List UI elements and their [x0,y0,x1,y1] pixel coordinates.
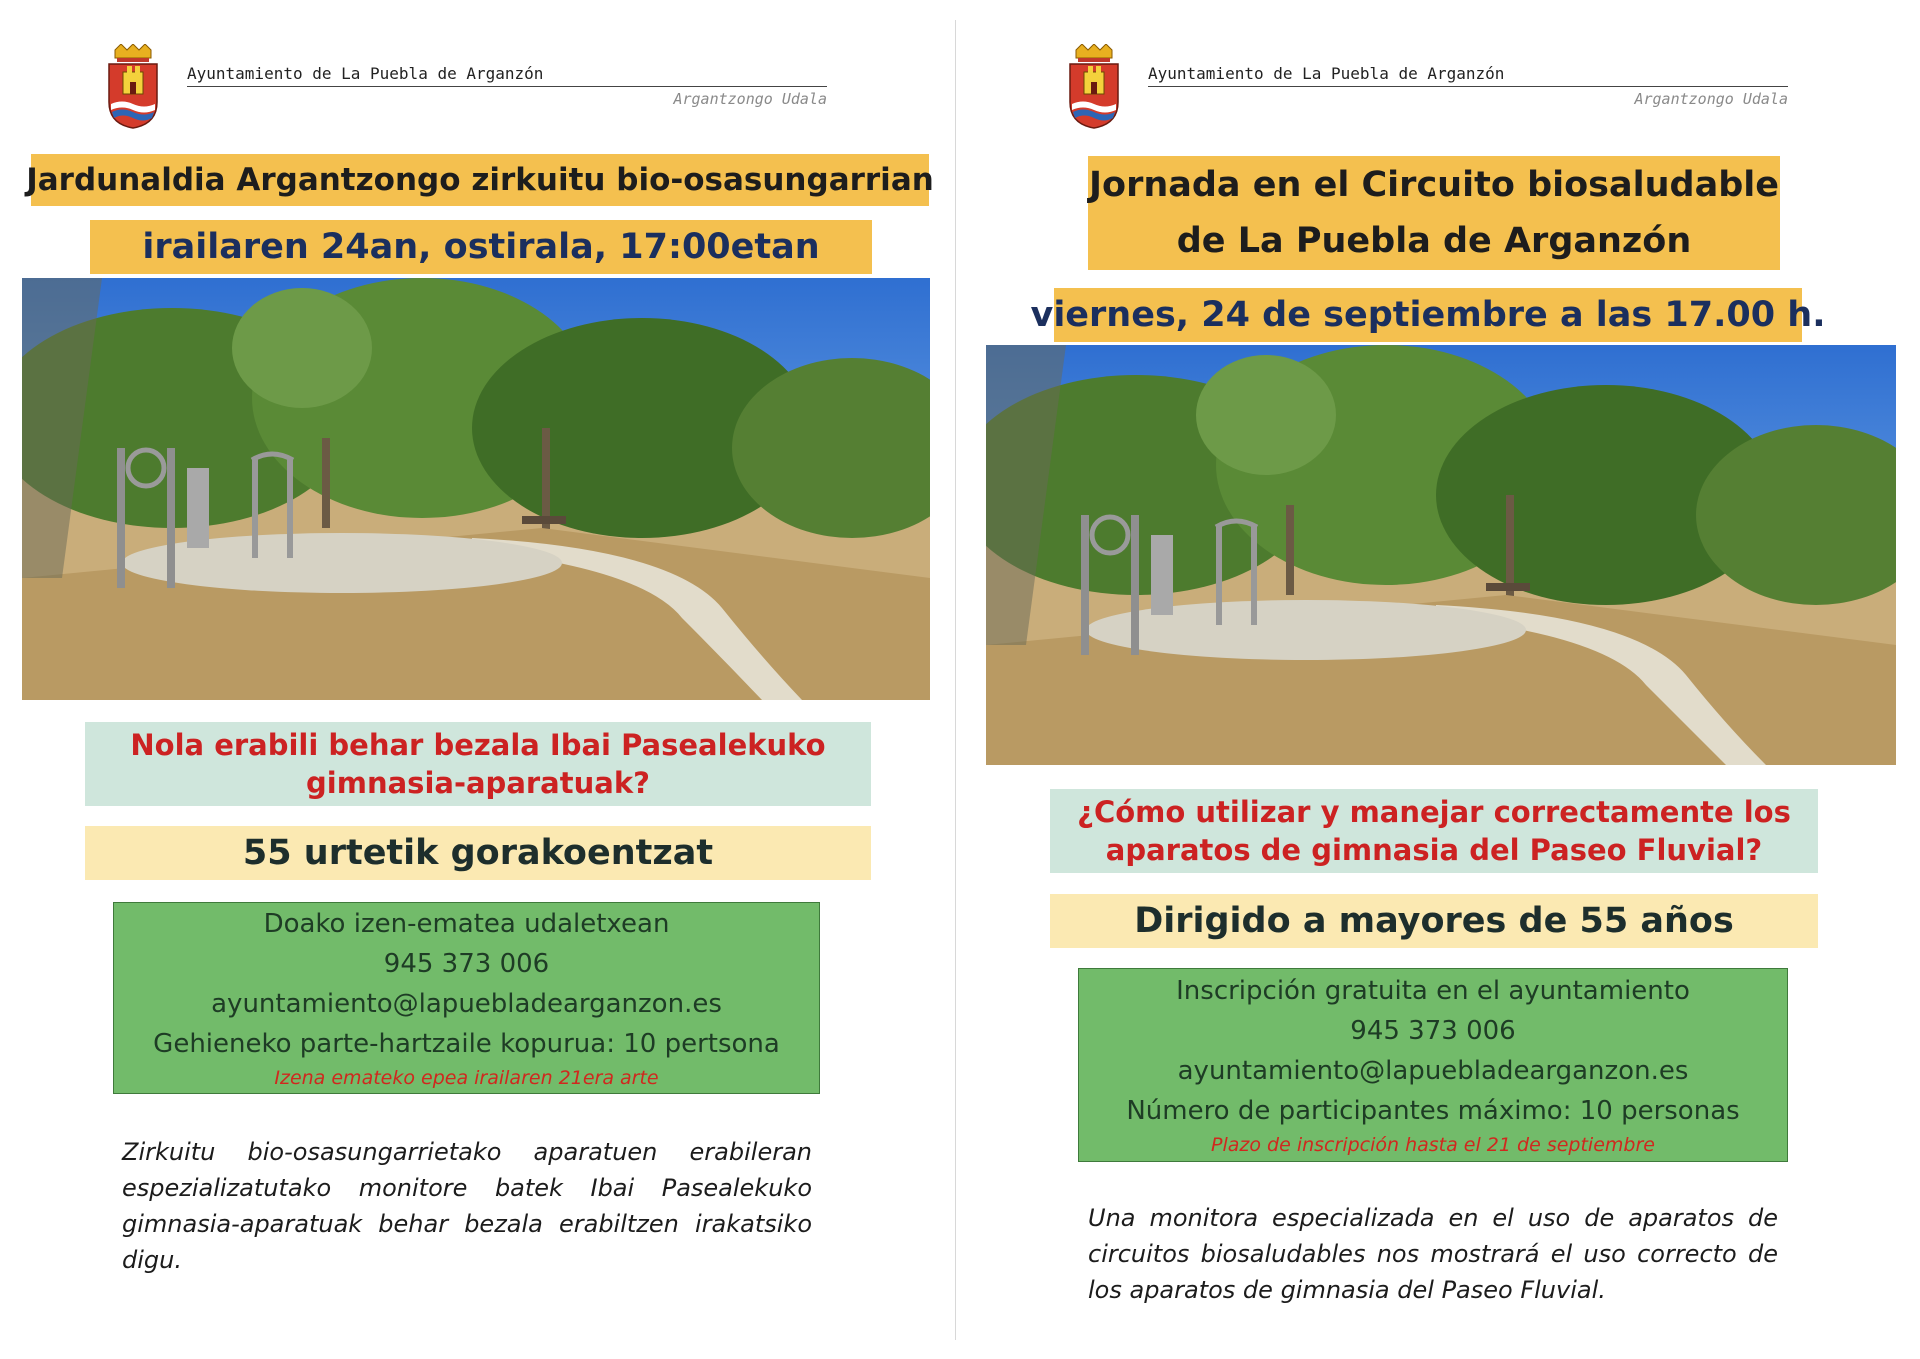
registration-deadline: Izena emateko epea irailaren 21era arte [274,1067,659,1089]
park-scene-icon [22,278,930,700]
municipality-basque-name: Argantzongo Udala [1634,90,1788,108]
question-banner: ¿Cómo utilizar y manejar correctamente los aparatos de gimnasia del Paseo Fluvial? [1050,789,1818,873]
event-date: viernes, 24 de septiembre a las 17.00 h. [1054,288,1802,342]
phone-number: 945 373 006 [1350,1016,1516,1046]
registration-deadline: Plazo de inscripción hasta el 21 de septiembre [1211,1134,1655,1156]
email-address: ayuntamiento@lapuebladearganzon.es [211,989,722,1019]
coat-of-arms-icon [1066,44,1122,130]
registration-box [1078,968,1788,1162]
registration-text: Doako izen-ematea udaletxean [263,909,670,939]
event-date: irailaren 24an, ostirala, 17:00etan [90,220,872,274]
phone-number: 945 373 006 [383,949,550,979]
event-title: Jornada en el Circuito biosaludable de La Puebla de Arganzón [1088,156,1780,270]
max-participants: Gehieneko parte-hartzaile kopurua: 10 pertsona [153,1029,780,1059]
spanish-poster [962,0,1920,1359]
event-description: Una monitora especializada en el uso de aparatos de circuitos biosaludables nos mostrará el uso correcto de los aparatos de gimnasia del Paseo Fluvial. [1088,1204,1778,1304]
municipality-basque-name: Argantzongo Udala [673,90,827,108]
circuit-photo [22,278,930,700]
municipality-name: Ayuntamiento de La Puebla de Arganzón [187,64,827,87]
coat-of-arms-icon [105,44,161,130]
registration-box [113,902,820,1094]
registration-text: Inscripción gratuita en el ayuntamiento [1176,976,1690,1006]
max-participants: Número de participantes máximo: 10 personas [1126,1096,1740,1126]
circuit-photo [986,345,1896,765]
email-address: ayuntamiento@lapuebladearganzon.es [1177,1056,1689,1086]
audience-banner: Dirigido a mayores de 55 años [1050,894,1818,948]
park-scene-icon [986,345,1896,765]
question-banner: Nola erabili behar bezala Ibai Pasealekuko gimnasia-aparatuak? [85,722,871,806]
event-description: Zirkuitu bio-osasungarrietako aparatuen erabileran espezializatutako monitore batek Ibai Pasealekuko gimnasia-aparatuak behar bezala erabiltzen irakatsiko digu. [122,1138,812,1274]
municipality-name: Ayuntamiento de La Puebla de Arganzón [1148,64,1788,87]
audience-banner: 55 urtetik gorakoentzat [85,826,871,880]
event-title: Jardunaldia Argantzongo zirkuitu bio-osasungarrian [31,154,929,206]
